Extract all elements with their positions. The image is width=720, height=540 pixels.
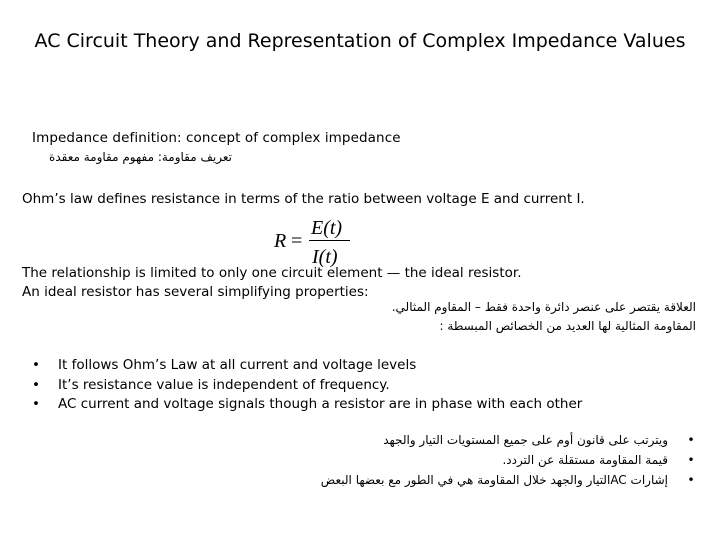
bullet: • — [32, 376, 40, 393]
bullet: • — [687, 473, 695, 487]
formula-equals: = — [291, 230, 303, 252]
formula-denominator: I(t) — [312, 246, 338, 268]
relationship-line-1-ar: العلاقة يقتصر على عنصر دائرة واحدة فقط – المقاوم المثالي. — [391, 300, 696, 314]
bullet: • — [687, 433, 695, 447]
list-item — [236, 430, 696, 450]
formula-numerator: E(t) — [311, 217, 343, 239]
formula-graphic — [272, 212, 352, 270]
property-text: AC current and voltage signals though a resistor are in phase with each other — [58, 396, 583, 412]
property-text-ar: إشارات ACالتيار والجهد خلال المقاومة هي في الطور مع بعضها البعض — [320, 473, 668, 487]
property-text-ar: قيمة المقاومة مستقلة عن التردد. — [502, 453, 668, 467]
list-item — [236, 450, 696, 470]
bullet: • — [687, 453, 695, 467]
bullet: • — [32, 396, 40, 412]
list-item — [236, 470, 696, 490]
formula-lhs: R — [274, 230, 287, 252]
relationship-line-2-en: An ideal resistor has several simplifying properties: — [22, 284, 369, 300]
ohms-law-formula — [272, 212, 352, 270]
property-text-ar: ويترتب على قانون أوم على جميع المستويات التيار والجهد — [383, 433, 668, 447]
bullet: • — [32, 357, 40, 373]
property-text: It follows Ohm’s Law at all current and voltage levels — [58, 357, 417, 373]
properties-list-ar — [236, 430, 696, 490]
relationship-line-2-ar: المقاومة المثالية لها العديد من الخصائص المبسطة : — [439, 319, 696, 333]
impedance-definition-en: Impedance definition: concept of complex impedance — [32, 130, 401, 146]
ohms-law-text: Ohm’s law defines resistance in terms of the ratio between voltage E and current I. — [22, 191, 585, 207]
property-text: It’s resistance value is independent of frequency. — [58, 376, 390, 393]
page-title: AC Circuit Theory and Representation of Complex Impedance Values — [34, 30, 686, 52]
relationship-line-1-en: The relationship is limited to only one circuit element — the ideal resistor. — [22, 265, 522, 281]
impedance-definition-ar: تعريف مقاومة: مفهوم مقاومة معقدة — [49, 150, 232, 164]
